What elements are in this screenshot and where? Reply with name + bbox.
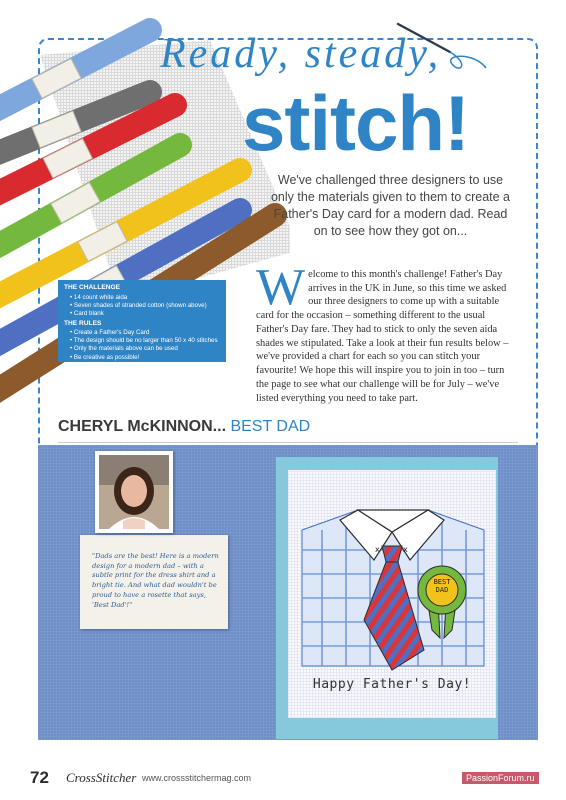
- list-item: • Be creative as possible!: [70, 354, 220, 362]
- design-name: BEST DAD: [226, 418, 311, 435]
- watermark: PassionForum.ru: [462, 772, 539, 784]
- rules-list: [64, 329, 220, 361]
- list-item: • The design should be no larger than 50 x 40 stitches: [70, 337, 220, 345]
- challenge-box: [58, 280, 226, 362]
- svg-text:x: x: [403, 545, 408, 554]
- section-divider: [58, 442, 518, 443]
- magazine-logo: CrossStitcher: [66, 770, 137, 785]
- list-item: • Card blank: [70, 310, 220, 318]
- headline-title: stitch!: [242, 79, 469, 167]
- designer-heading: [58, 418, 310, 436]
- list-item: • Seven shades of stranded cotton (shown above): [70, 302, 220, 310]
- challenge-list: [64, 294, 220, 318]
- drop-cap: W: [256, 259, 306, 316]
- magazine-url: www.crossstitchermag.com: [142, 773, 252, 783]
- article-text: elcome to this month's challenge! Father's Day arrives in the UK in June, so this time we asked our three designers to come up with a suitable card for the occasion – something different to the usual Father's Day fare. They had to stick to only the seven aida shades we stipulated. Take a look at their fun results below – we've provided a chart for each so you can stitch your favourite! We hope this will inspire you to join in too – turn the page to see what our challenge will be for July – we've listed everything you need to take part.: [256, 269, 509, 404]
- list-item: • Create a Father's Day Card: [70, 329, 220, 337]
- list-item: • 14 count white aida: [70, 294, 220, 302]
- designer-name: CHERYL McKINNON...: [58, 418, 227, 435]
- card-greeting: Happy Father's Day!: [312, 677, 472, 692]
- thread-band: [51, 182, 100, 223]
- designer-portrait: [95, 451, 173, 533]
- challenge-heading: THE CHALLENGE: [64, 284, 121, 291]
- svg-text:x: x: [375, 545, 380, 554]
- article-body: [256, 259, 518, 405]
- page-number: 72: [30, 768, 49, 787]
- rules-heading: THE RULES: [64, 319, 102, 327]
- rosette-line-2: DAD: [435, 585, 449, 594]
- rosette-line-1: BEST: [433, 578, 451, 586]
- headline-kicker: Ready, steady,: [160, 31, 442, 77]
- intro-paragraph: We've challenged three designers to use only the materials given to them to create a Father's Day card for a modern dad. Read on to see how they got on...: [270, 173, 510, 238]
- list-item: • Only the materials above can be used: [70, 345, 220, 353]
- portrait-photo: [95, 451, 173, 533]
- rosette-label: [424, 579, 460, 594]
- designer-quote: "Dads are the best! Here is a modern design for a modern dad – with a subtle print for the dress shirt and a bright tie. And what dad wouldn't be proud to have a rosette that says, 'Best Dad'!": [92, 552, 219, 609]
